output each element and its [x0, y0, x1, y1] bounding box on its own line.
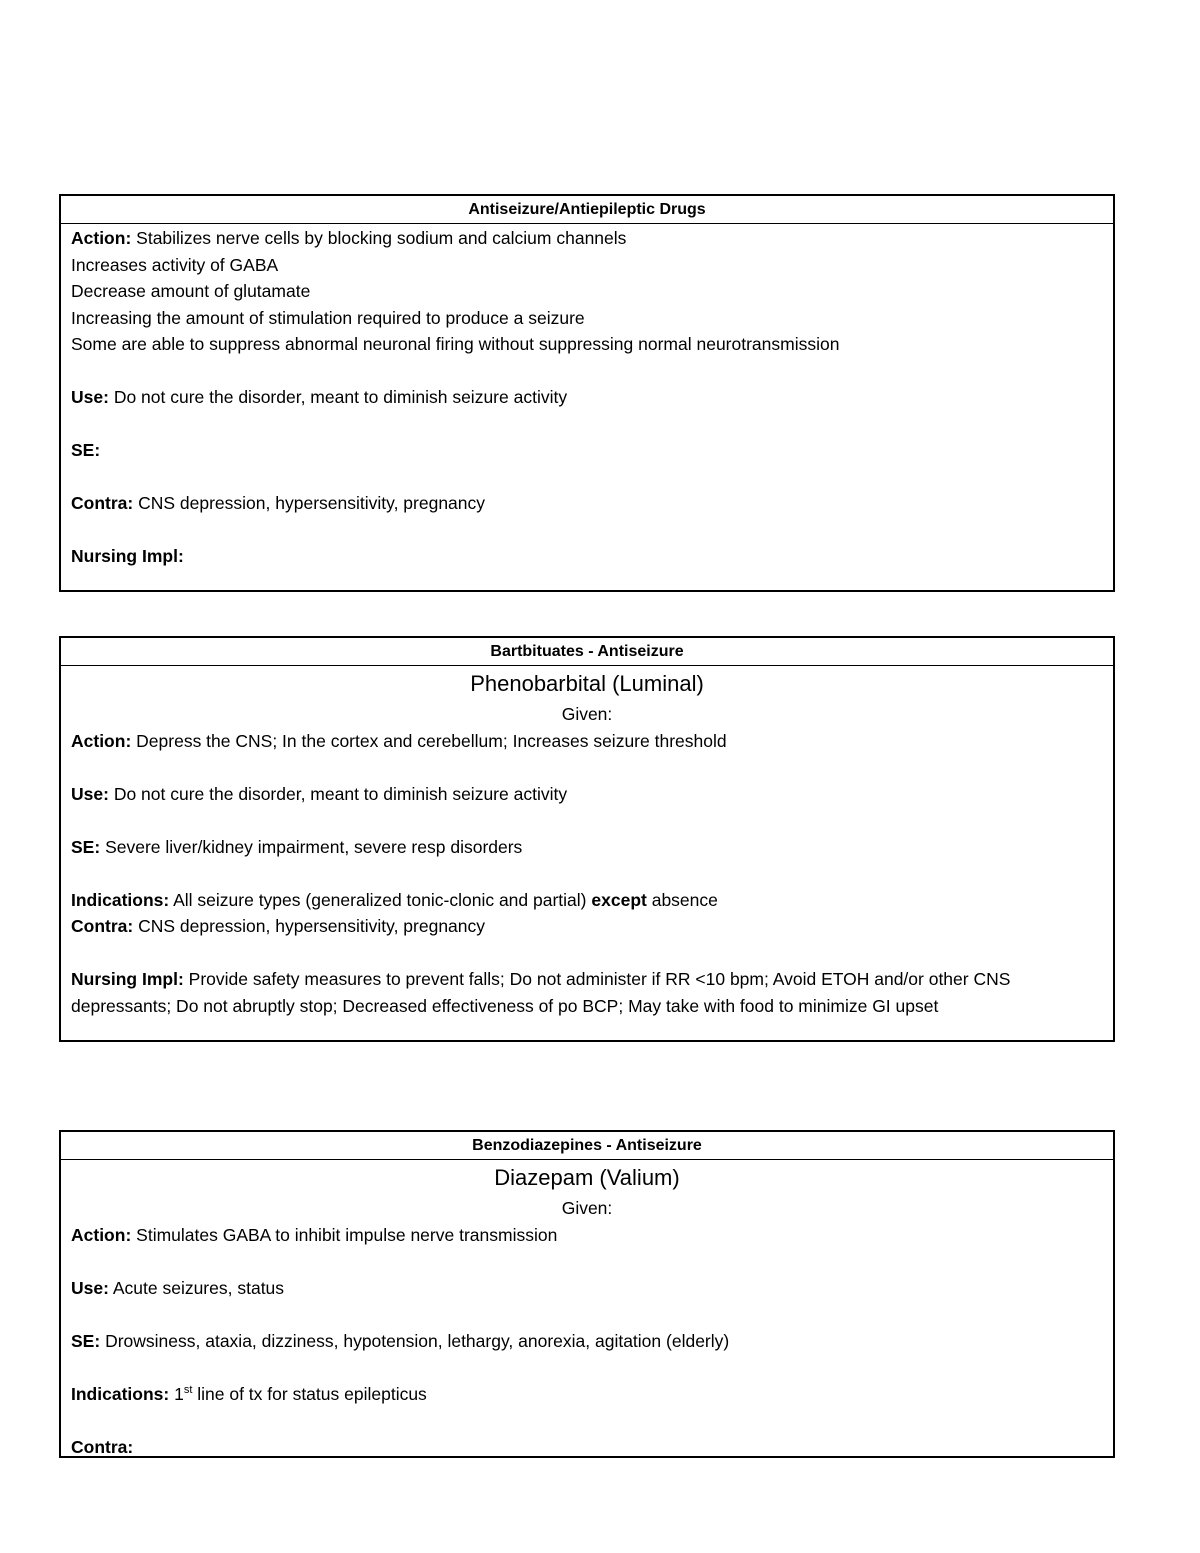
action-line [71, 1222, 1103, 1249]
se-label: SE: [71, 440, 101, 460]
se-text: Drowsiness, ataxia, dizziness, hypotension, lethargy, anorexia, agitation (elderly) [105, 1330, 730, 1351]
indications-emphasis: except [591, 889, 647, 910]
section-body [61, 666, 1113, 1019]
spacer [71, 860, 1103, 887]
action-line: Decrease amount of glutamate [71, 281, 311, 301]
nursing-line [71, 543, 1103, 570]
spacer [71, 1301, 1103, 1328]
se-line [71, 437, 1103, 464]
action-line: Increasing the amount of stimulation required to produce a seizure [71, 307, 585, 328]
contra-text: CNS depression, hypersensitivity, pregnancy [138, 916, 486, 936]
use-text: Do not cure the disorder, meant to diminish seizure activity [113, 387, 568, 407]
contra-text: CNS depression, hypersensitivity, pregnancy [138, 493, 486, 513]
se-label: SE: [71, 1330, 101, 1351]
use-line [71, 384, 1103, 411]
use-label: Use: [71, 387, 109, 407]
se-line [71, 834, 1103, 861]
use-label: Use: [71, 783, 109, 804]
ordinal-suffix: st [183, 1383, 193, 1396]
spacer [71, 754, 1103, 781]
use-line [71, 1275, 1103, 1302]
drug-name: Diazepam (Valium) [494, 1165, 680, 1190]
nursing-text: Provide safety measures to prevent falls; Do not administer if RR <10 bpm; Avoid ETOH and/or other CNS depressants; Do not abruptly stop; Decreased effectiveness of po BCP; May take with food to minimize GI upset [71, 969, 1011, 1016]
indications-label: Indications: [71, 889, 170, 910]
action-label: Action: [71, 228, 132, 248]
action-label: Action: [71, 730, 132, 751]
indications-text: All seizure types (generalized tonic-clonic and partial) [173, 889, 587, 910]
spacer [71, 1354, 1103, 1381]
spacer [71, 807, 1103, 834]
action-text: Stabilizes nerve cells by blocking sodium and calcium channels [136, 228, 627, 248]
action-line: Some are able to suppress abnormal neuronal firing without suppressing normal neurotransmission [71, 334, 840, 354]
contra-line [71, 913, 1103, 940]
se-text: Severe liver/kidney impairment, severe resp disorders [105, 836, 523, 857]
indications-label: Indications: [71, 1383, 170, 1404]
spacer [71, 358, 1103, 385]
action-text: Stimulates GABA to inhibit impulse nerve transmission [136, 1224, 558, 1245]
section-title: Antiseizure/Antiepileptic Drugs [61, 196, 1113, 224]
se-line [71, 1328, 1103, 1355]
spacer [71, 411, 1103, 438]
action-label: Action: [71, 1224, 132, 1245]
action-line [71, 225, 1103, 252]
indications-text-end: absence [651, 889, 718, 910]
spacer [71, 1407, 1103, 1434]
section-title: Bartbituates - Antiseizure [61, 638, 1113, 666]
nursing-label: Nursing Impl: [71, 969, 184, 989]
spacer [71, 464, 1103, 491]
action-text: Depress the CNS; In the cortex and cerebellum; Increases seizure threshold [136, 730, 727, 751]
contra-label: Contra: [71, 916, 134, 936]
indications-line [71, 887, 1103, 914]
section-body [61, 1160, 1113, 1460]
given-line: Given: [561, 1198, 613, 1218]
antiepileptic-drugs-box [59, 194, 1115, 592]
contra-line [71, 1434, 1103, 1461]
use-text: Acute seizures, status [112, 1277, 285, 1298]
action-line [71, 728, 1103, 755]
section-body [61, 224, 1113, 570]
drug-name: Phenobarbital (Luminal) [470, 671, 704, 696]
nursing-paragraph [71, 966, 1103, 1019]
contra-label: Contra: [71, 1436, 134, 1457]
contra-line [71, 490, 1103, 517]
section-title: Benzodiazepines - Antiseizure [61, 1132, 1113, 1160]
barbiturates-box [59, 636, 1115, 1042]
spacer [71, 1248, 1103, 1275]
spacer [71, 517, 1103, 544]
use-label: Use: [71, 1277, 109, 1298]
use-text: Do not cure the disorder, meant to diminish seizure activity [113, 783, 568, 804]
indications-number: 1 [174, 1383, 184, 1404]
benzodiazepines-box [59, 1130, 1115, 1458]
nursing-label: Nursing Impl: [71, 546, 184, 566]
se-label: SE: [71, 836, 101, 857]
contra-label: Contra: [71, 493, 134, 513]
spacer [71, 940, 1103, 967]
indications-text: line of tx for status epilepticus [197, 1383, 427, 1404]
indications-line [71, 1381, 1103, 1408]
given-line: Given: [561, 704, 613, 724]
use-line [71, 781, 1103, 808]
action-line: Increases activity of GABA [71, 254, 279, 275]
